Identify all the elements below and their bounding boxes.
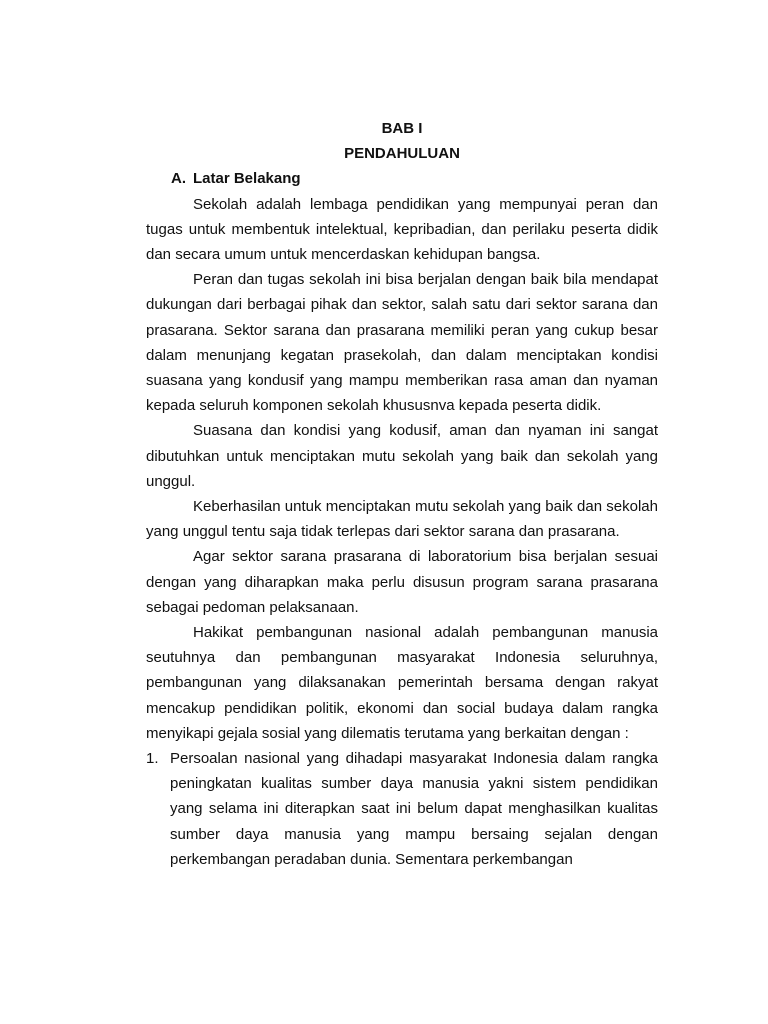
paragraph: Suasana dan kondisi yang kodusif, aman dan nyaman ini sangat dibutuhkan untuk menciptakan mutu sekolah yang baik dan sekolah yang unggul. <box>146 422 658 490</box>
document-body <box>146 116 658 872</box>
list-item-number: 1. <box>146 750 159 768</box>
list-item-text: Persoalan nasional yang dihadapi masyarakat Indonesia dalam rangka peningkatan kualitas sumber daya manusia yakni sistem pendidikan yang selama ini diterapkan saat ini belum dapat menghasilkan kualitas sumber daya manusia yang mampu bersaing sejalan dengan perkembangan peradaban dunia. Sementara perkembangan <box>170 750 658 868</box>
paragraph: Keberhasilan untuk menciptakan mutu sekolah yang baik dan sekolah yang unggul tentu saja tidak terlepas dari sektor sarana dan prasarana. <box>146 498 658 541</box>
section-title: Latar Belakang <box>193 170 301 188</box>
section-marker: A. <box>171 170 186 188</box>
paragraph: Agar sektor sarana prasarana di laboratorium bisa berjalan sesuai dengan yang diharapkan maka perlu disusun program sarana prasarana sebagai pedoman pelaksanaan. <box>146 548 658 616</box>
section-heading <box>146 166 658 191</box>
chapter-number: BAB I <box>381 120 423 137</box>
list-item <box>146 746 658 872</box>
numbered-list <box>146 746 658 872</box>
paragraph: Hakikat pembangunan nasional adalah pembangunan manusia seutuhnya dan pembangunan masyarakat Indonesia seluruhnya, pembangunan yang dilaksanakan pemerintah bersama dengan rakyat mencakup pendidikan politik, ekonomi dan social budaya dalam rangka menyikapi gejala sosial yang dilematis terutama yang berkaitan dengan : <box>146 624 658 742</box>
chapter-title: PENDAHULUAN <box>344 145 460 163</box>
paragraph: Sekolah adalah lembaga pendidikan yang mempunyai peran dan tugas untuk membentuk intelektual, kepribadian, dan perilaku peserta didik dan secara umum untuk mencerdaskan kehidupan bangsa. <box>146 195 658 264</box>
paragraph: Peran dan tugas sekolah ini bisa berjalan dengan baik bila mendapat dukungan dari berbagai pihak dan sektor, salah satu dari sektor sarana dan prasarana. Sektor sarana dan prasarana memiliki peran yang cukup besar dalam menunjang kegatan prasekolah, dan dalam menciptakan kondisi suasana yang kondusif yang mampu memberikan rasa aman dan nyaman kepada seluruh komponen sekolah khususnva kepada peserta didik. <box>146 271 658 415</box>
